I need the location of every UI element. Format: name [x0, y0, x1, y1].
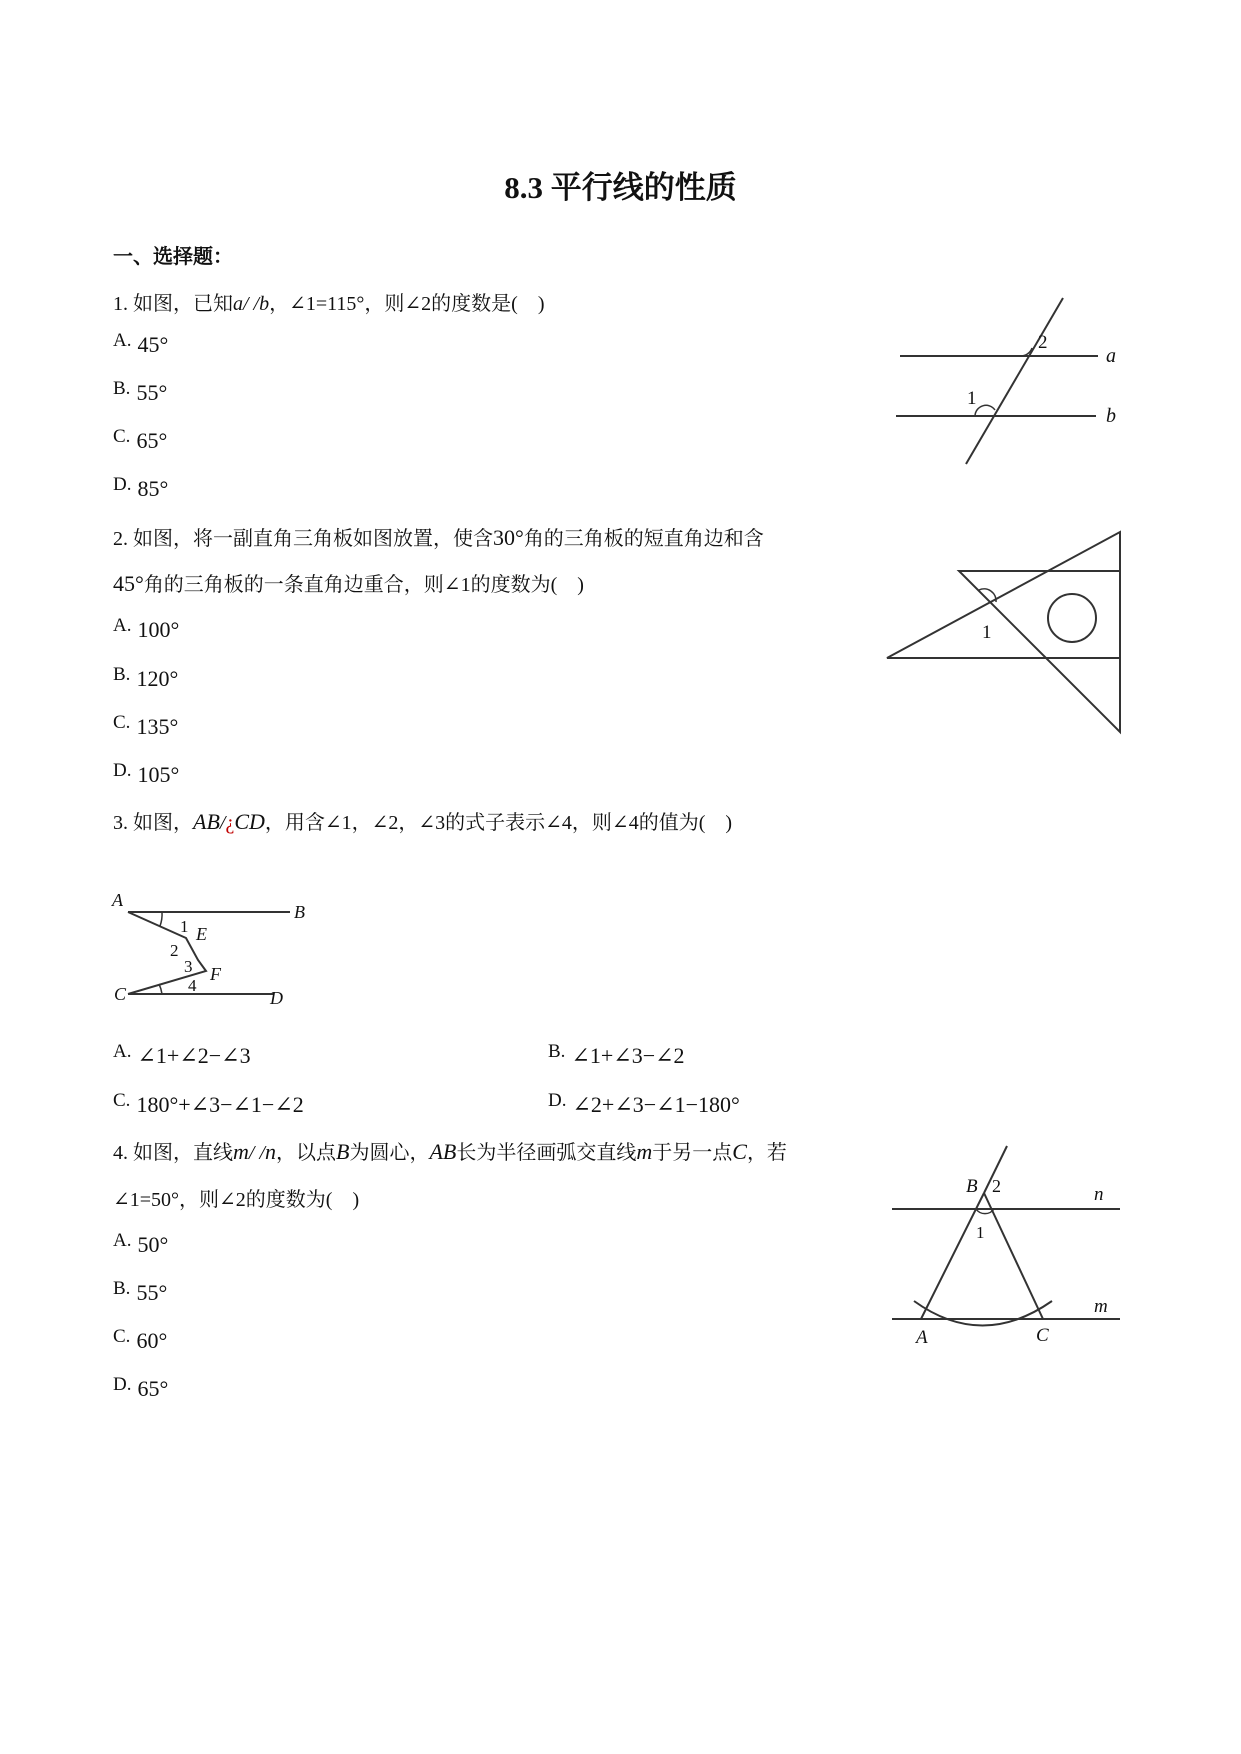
option-label: B.	[113, 1278, 131, 1299]
option-label: B.	[548, 1041, 566, 1062]
point-a-label: A	[112, 892, 123, 910]
option-label: A.	[113, 615, 132, 636]
question-1-stem	[113, 287, 545, 316]
option-value: 55°	[136, 380, 168, 405]
stem-text: 如图，	[133, 812, 193, 834]
q4-figure	[880, 1140, 1130, 1360]
option-label: D.	[113, 1374, 132, 1395]
q1-figure	[890, 290, 1130, 470]
point-d-label: D	[270, 988, 283, 1008]
q3-figure	[110, 892, 320, 1014]
angle-2-label: 2	[992, 1176, 1001, 1196]
var-a: a	[233, 293, 243, 315]
line-a-label: a	[1106, 345, 1116, 367]
page-title: 8.3 平行线的性质	[504, 170, 737, 205]
option-label: B.	[113, 664, 131, 685]
question-4-stem-line2	[113, 1183, 359, 1212]
point-e-label: E	[196, 924, 207, 944]
option-label: A.	[113, 1230, 132, 1251]
question-2-stem-line1	[113, 522, 764, 551]
option-value: 100°	[137, 617, 180, 642]
value-30: 30°	[493, 525, 524, 550]
option-value: 50°	[137, 1232, 169, 1257]
option-value: 85°	[137, 476, 169, 501]
q4-option-a[interactable]	[113, 1230, 168, 1258]
point-c-label: C	[1036, 1325, 1049, 1346]
question-number: 3.	[113, 812, 128, 834]
option-label: C.	[113, 1090, 131, 1111]
angle-1-label: 1	[976, 1223, 985, 1242]
option-value: 105°	[137, 762, 180, 787]
segment-ab-extended	[921, 1193, 984, 1319]
hole-circle	[1048, 594, 1096, 642]
option-value: ∠1+∠2−∠3	[137, 1043, 251, 1068]
q2-option-d[interactable]	[113, 760, 179, 788]
parallel-symbol: / /	[248, 1142, 266, 1164]
var-ab: AB	[193, 809, 220, 834]
stem-text: ，用含∠1，∠2，∠3的式子表示∠4，则∠4的值为( )	[264, 812, 733, 834]
parallel-symbol: / /	[243, 293, 260, 315]
point-b-label: B	[294, 902, 305, 922]
stem-text: 角的三角板的短直角边和含	[523, 528, 764, 550]
angle-2-label: 2	[1038, 332, 1048, 353]
point-c-label: C	[114, 984, 127, 1004]
option-value: 45°	[137, 332, 169, 357]
line-n-label: n	[1094, 1184, 1104, 1205]
stem-text: 如图，直线	[133, 1142, 233, 1164]
option-label: D.	[113, 760, 132, 781]
q3-option-c[interactable]	[113, 1090, 304, 1118]
option-label: D.	[548, 1090, 567, 1111]
section-heading: 一、选择题：	[113, 246, 233, 268]
segment-bc	[984, 1193, 1043, 1319]
question-3-stem	[113, 806, 732, 835]
q4-option-d[interactable]	[113, 1374, 168, 1402]
stem-text: ，以点	[276, 1142, 337, 1164]
option-value: 135°	[136, 714, 179, 739]
option-label: C.	[113, 712, 131, 733]
stem-text: 为圆心，	[349, 1142, 430, 1164]
angle-1-arc	[160, 912, 162, 926]
stem-text: 于另一点	[652, 1142, 733, 1164]
stem-text: 长为半径画弧交直线	[456, 1142, 637, 1164]
stem-text: ，∠1=115°，则∠2的度数是( )	[269, 293, 545, 315]
angle-1-arc	[975, 405, 995, 416]
q1-option-b[interactable]	[113, 378, 167, 406]
point-f-label: F	[210, 964, 221, 984]
option-label: A.	[113, 1041, 132, 1062]
question-number: 4.	[113, 1142, 128, 1164]
angle-2-label: 2	[170, 941, 179, 960]
q3-option-a[interactable]	[113, 1041, 251, 1069]
option-value: 55°	[136, 1280, 168, 1305]
stem-text: ，若	[746, 1142, 787, 1164]
stem-text: 角的三角板的一条直角边重合，则∠1的度数为( )	[143, 574, 584, 596]
slash: /	[219, 812, 226, 834]
angle-1-label: 1	[180, 917, 189, 936]
option-label: D.	[113, 474, 132, 495]
question-2-stem-line2	[113, 568, 584, 597]
q1-option-c[interactable]	[113, 426, 167, 454]
q3-option-d[interactable]	[548, 1090, 740, 1118]
q2-option-c[interactable]	[113, 712, 178, 740]
option-value: 65°	[136, 428, 168, 453]
angle-1-label: 1	[982, 622, 992, 643]
point-a-label: A	[916, 1327, 928, 1348]
var-cd: CD	[234, 809, 265, 834]
transversal	[966, 298, 1063, 464]
option-value: ∠1+∠3−∠2	[571, 1043, 685, 1068]
q2-option-a[interactable]	[113, 615, 179, 643]
var-c: C	[732, 1139, 747, 1164]
value-45: 45°	[113, 571, 144, 596]
garbled-char: ¿	[225, 812, 235, 834]
option-value: 180°+∠3−∠1−∠2	[136, 1092, 304, 1117]
option-value: 65°	[137, 1376, 169, 1401]
question-number: 2.	[113, 528, 128, 550]
stem-text: ∠1=50°，则∠2的度数为( )	[113, 1189, 360, 1211]
angle-3-label: 3	[184, 957, 193, 976]
question-4-stem-line1	[113, 1136, 787, 1165]
option-value: ∠2+∠3−∠1−180°	[572, 1092, 740, 1117]
angle-4-label: 4	[188, 976, 197, 995]
q1-option-d[interactable]	[113, 474, 168, 502]
var-ab: AB	[429, 1139, 457, 1164]
option-label: C.	[113, 1326, 131, 1347]
option-label: B.	[113, 378, 131, 399]
q2-option-b[interactable]	[113, 664, 178, 692]
q2-figure	[880, 520, 1130, 735]
q1-option-a[interactable]	[113, 330, 168, 358]
triangle-45	[959, 571, 1120, 732]
angle-1-label: 1	[967, 388, 977, 409]
var-m: m	[233, 1139, 249, 1164]
question-number: 1.	[113, 293, 128, 315]
var-m: m	[636, 1139, 653, 1164]
option-value: 120°	[136, 666, 179, 691]
line-m-label: m	[1094, 1296, 1108, 1317]
var-n: n	[265, 1139, 277, 1164]
option-label: C.	[113, 426, 131, 447]
option-label: A.	[113, 330, 132, 351]
option-value: 60°	[136, 1328, 168, 1353]
q4-option-c[interactable]	[113, 1326, 167, 1354]
line-b-label: b	[1106, 405, 1116, 427]
stem-text: 如图，已知	[133, 293, 233, 315]
q4-option-b[interactable]	[113, 1278, 167, 1306]
var-b: B	[336, 1139, 350, 1164]
stem-text: 如图，将一副直角三角板如图放置，使含	[133, 528, 493, 550]
arc	[914, 1301, 1052, 1326]
point-b-label: B	[966, 1176, 978, 1197]
q3-option-b[interactable]	[548, 1041, 685, 1069]
angle-4-arc	[159, 984, 162, 994]
var-b: b	[259, 293, 270, 315]
